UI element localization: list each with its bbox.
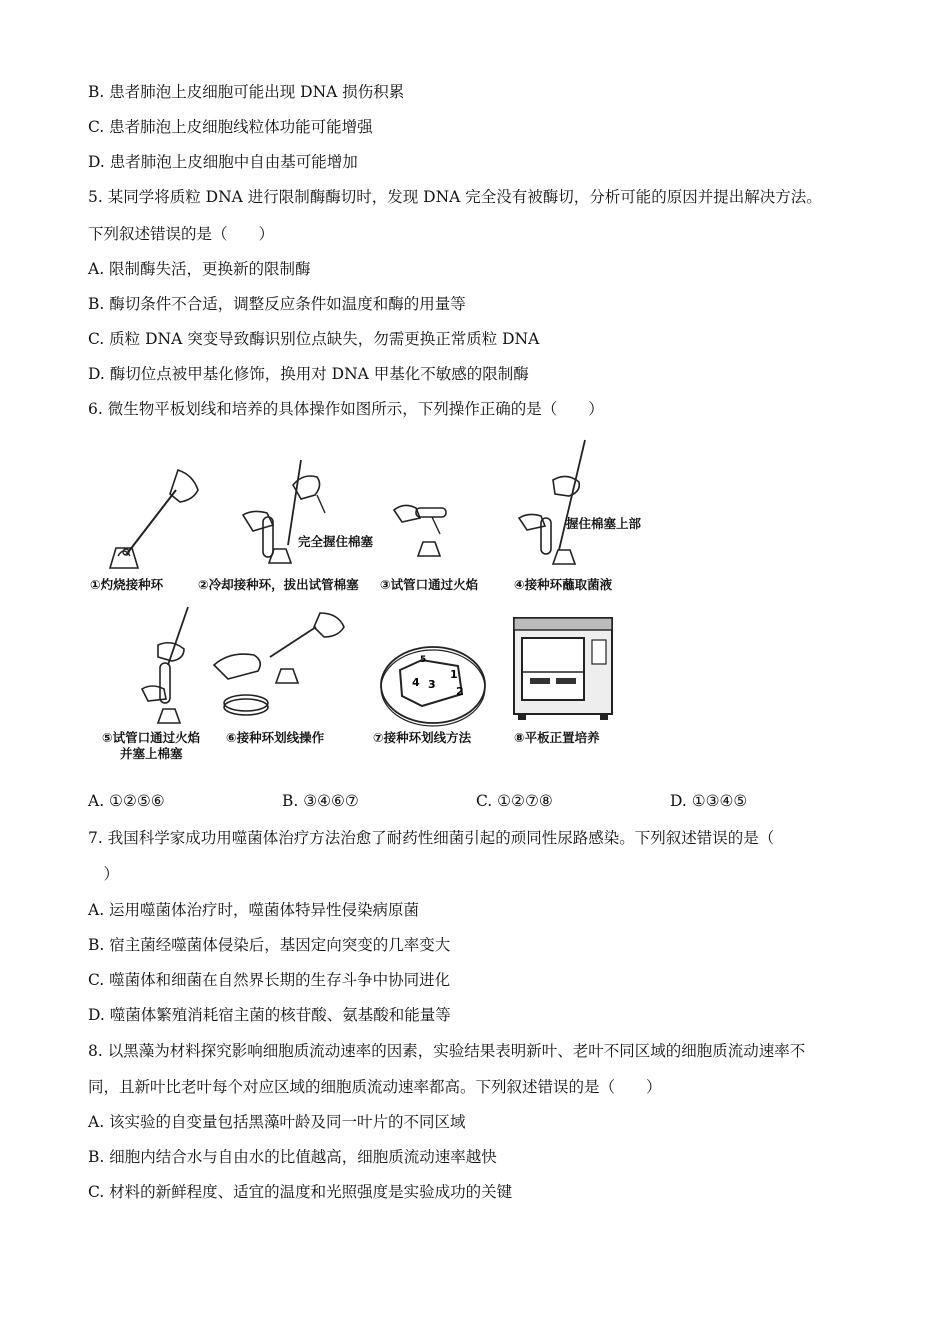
q5-option-b: B. 酶切条件不合适，调整反应条件如温度和酶的用量等 [88, 295, 466, 313]
q4-option-d: D. 患者肺泡上皮细胞中自由基可能增加 [88, 153, 358, 171]
q6-stem: 6. 微生物平板划线和培养的具体操作如图所示，下列操作正确的是（ ） [88, 400, 604, 418]
q8-option-c: C. 材料的新鲜程度、适宜的温度和光照强度是实验成功的关键 [88, 1183, 513, 1201]
q8-stem-cont: 同，且新叶比老叶每个对应区域的细胞质流动速率都高。下列叙述错误的是（ ） [88, 1078, 662, 1096]
streak-plate-figure [88, 430, 668, 770]
step5-drawing [128, 605, 218, 725]
caption-step-2: ②冷却接种环，拔出试管棉塞 [198, 577, 359, 592]
step6-drawing [208, 605, 358, 725]
q6-option-c: C. ①②⑦⑧ [476, 792, 553, 810]
caption-step-6: ⑥接种环划线操作 [226, 730, 325, 745]
q5-stem: 5. 某同学将质粒 DNA 进行限制酶酶切时，发现 DNA 完全没有被酶切，分析可能的原因并提出解决方法。 [88, 188, 822, 206]
caption-step-3: ③试管口通过火焰 [380, 577, 479, 592]
q7-stem: 7. 我国科学家成功用噬菌体治疗方法治愈了耐药性细菌引起的顽同性尿路感染。下列叙述错误的是（ [88, 829, 775, 847]
caption-step-7: ⑦接种环划线方法 [373, 730, 472, 745]
q8-option-b: B. 细胞内结合水与自由水的比值越高，细胞质流动速率越快 [88, 1148, 497, 1166]
plate-number-3: 3 [428, 678, 436, 691]
step7-drawing [378, 640, 488, 730]
q7-option-a: A. 运用噬菌体治疗时，噬菌体特异性侵染病原菌 [88, 901, 420, 919]
q7-option-d: D. 噬菌体繁殖消耗宿主菌的核苷酸、氨基酸和能量等 [88, 1006, 451, 1024]
q6-option-b: B. ③④⑥⑦ [282, 792, 359, 810]
caption-step-8: ⑧平板正置培养 [514, 730, 600, 745]
q4-option-c: C. 患者肺泡上皮细胞线粒体功能可能增强 [88, 118, 373, 136]
q5-option-c: C. 质粒 DNA 突变导致酶识别位点缺失，勿需更换正常质粒 DNA [88, 330, 540, 348]
caption-step-5: ⑤试管口通过火焰 [102, 730, 201, 745]
q6-option-a: A. ①②⑤⑥ [88, 792, 165, 810]
step3-drawing [388, 490, 468, 575]
q5-option-a: A. 限制酶失活，更换新的限制酶 [88, 260, 311, 278]
q5-option-d: D. 酶切位点被甲基化修饰，换用对 DNA 甲基化不敏感的限制酶 [88, 365, 529, 383]
step2-drawing [233, 455, 353, 570]
q4-option-b: B. 患者肺泡上皮细胞可能出现 DNA 损伤积累 [88, 83, 405, 101]
q6-options [88, 792, 788, 814]
q7-option-c: C. 噬菌体和细菌在自然界长期的生存斗争中协同进化 [88, 971, 451, 989]
caption-step-1: ①灼烧接种环 [90, 577, 164, 592]
plate-number-4: 4 [412, 676, 420, 689]
q7-stem-cont: ） [88, 865, 120, 883]
plate-number-2: 2 [456, 685, 464, 698]
q6-option-d: D. ①③④⑤ [670, 792, 748, 810]
step4-drawing [513, 440, 613, 570]
step8-drawing [508, 612, 618, 724]
step1-drawing [98, 460, 208, 570]
q8-stem: 8. 以黑藻为材料探究影响细胞质流动速率的因素，实验结果表明新叶、老叶不同区域的细胞质流动速率不 [88, 1042, 806, 1060]
callout-full-grip: 完全握住棉塞 [298, 534, 374, 549]
callout-grip-top: 握住棉塞上部 [566, 516, 642, 531]
plate-number-5: 5 [420, 655, 427, 665]
q5-stem-cont: 下列叙述错误的是（ ） [88, 225, 275, 243]
caption-step-5-cont: 并塞上棉塞 [120, 746, 183, 761]
caption-step-4: ④接种环蘸取菌液 [514, 577, 613, 592]
q8-option-a: A. 该实验的自变量包括黑藻叶龄及同一叶片的不同区域 [88, 1113, 466, 1131]
q7-option-b: B. 宿主菌经噬菌体侵染后，基因定向突变的几率变大 [88, 936, 451, 954]
plate-number-1: 1 [450, 668, 458, 681]
